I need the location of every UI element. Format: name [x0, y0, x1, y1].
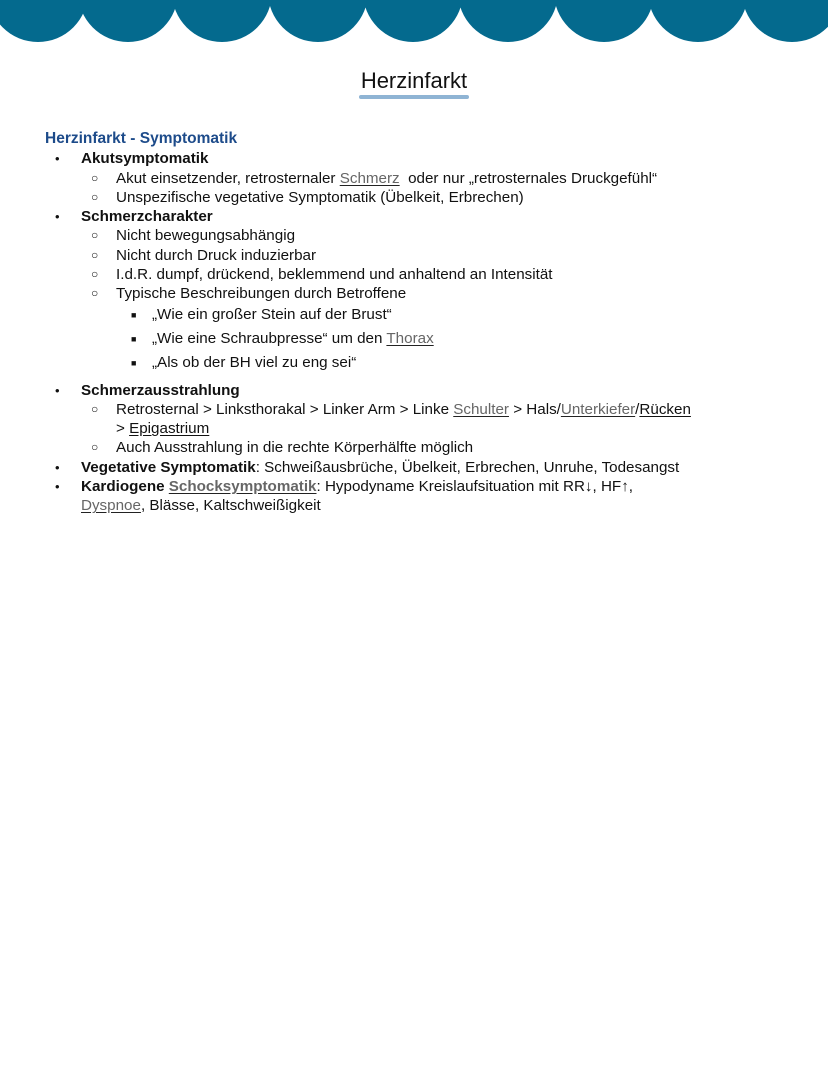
quote-item: ■ „Als ob der BH viel zu eng sei“: [45, 353, 805, 372]
quote-item: [45, 329, 805, 348]
link-ruecken[interactable]: Rücken: [639, 400, 691, 418]
list-item: ○ Unspezifische vegetative Symptomatik (Übelkeit, Erbrechen): [45, 188, 805, 207]
akut-label: Akutsymptomatik: [81, 150, 209, 168]
list-item-akut: [45, 149, 805, 207]
link-schocksymptomatik[interactable]: Schocksymptomatik: [168, 478, 317, 496]
link-schmerz[interactable]: Schmerz: [339, 169, 400, 187]
text: >: [116, 420, 130, 438]
schmerz-label: Schmerzcharakter: [81, 208, 213, 226]
continuation: [81, 496, 805, 515]
list-item-ausstrahlung: [45, 381, 805, 458]
link-schulter[interactable]: Schulter: [453, 400, 509, 418]
section-heading: Herzinfarkt - Symptomatik: [45, 130, 238, 147]
text: /: [635, 400, 640, 418]
list-item-kardiogen: [45, 477, 805, 516]
quote-item: ■ „Wie ein großer Stein auf der Brust“: [45, 305, 805, 324]
vegetativ-text: : Schweißausbrüche, Übelkeit, Erbrechen, Unruhe, Todesangst: [255, 458, 680, 476]
kardiogen-label: Kardiogene: [81, 478, 169, 496]
list-item: ○ I.d.R. dumpf, drückend, beklemmend und anhaltend an Intensität: [45, 265, 805, 284]
text: , Blässe, Kaltschweißigkeit: [140, 497, 321, 515]
link-dyspnoe[interactable]: Dyspnoe: [81, 497, 141, 515]
list-item: ○ Nicht durch Druck induzierbar: [45, 246, 805, 265]
akut-sublist: [81, 169, 805, 208]
ausstrahlung-sublist: [81, 400, 805, 458]
link-unterkiefer[interactable]: Unterkiefer: [560, 400, 636, 418]
continuation: [116, 419, 805, 438]
link-epigastrium[interactable]: Epigastrium: [129, 420, 210, 438]
text: Akut einsetzender, retrosternaler: [116, 169, 340, 187]
kardiogen-text: : Hypodyname Kreislaufsituation mit RR↓, HF↑,: [316, 478, 634, 496]
list-item: ○ Auch Ausstrahlung in die rechte Körperhälfte möglich: [45, 438, 805, 457]
ausstrahlung-label: Schmerzausstrahlung: [81, 381, 240, 399]
text: oder nur „retrosternales Druckgefühl“: [399, 169, 658, 187]
list-item-schmerz: [45, 207, 805, 372]
list-item: ○ Nicht bewegungsabhängig: [45, 226, 805, 245]
vegetativ-label: Vegetative Symptomatik: [81, 458, 256, 476]
quote-list: [116, 305, 805, 373]
text: „Wie eine Schraubpresse“ um den: [152, 329, 387, 347]
title-underline: [359, 95, 469, 99]
page-title: [359, 68, 469, 94]
text: > Hals/: [508, 400, 561, 418]
text: Typische Beschreibungen durch Betroffene: [116, 285, 407, 303]
document-content: [45, 129, 805, 516]
list-item: [45, 169, 805, 188]
list-item: [45, 284, 805, 372]
header-scallop-decoration: [0, 0, 828, 50]
list-item-vegetativ: [45, 458, 805, 477]
list-item: [45, 400, 805, 439]
text: Retrosternal > Linksthorakal > Linker Arm > Linke: [116, 400, 454, 418]
page-title-wrap: [0, 68, 828, 94]
link-thorax[interactable]: Thorax: [386, 329, 434, 347]
page-title-text: Herzinfarkt: [360, 68, 468, 93]
schmerz-sublist: [81, 226, 805, 372]
symptom-list: [45, 149, 805, 515]
